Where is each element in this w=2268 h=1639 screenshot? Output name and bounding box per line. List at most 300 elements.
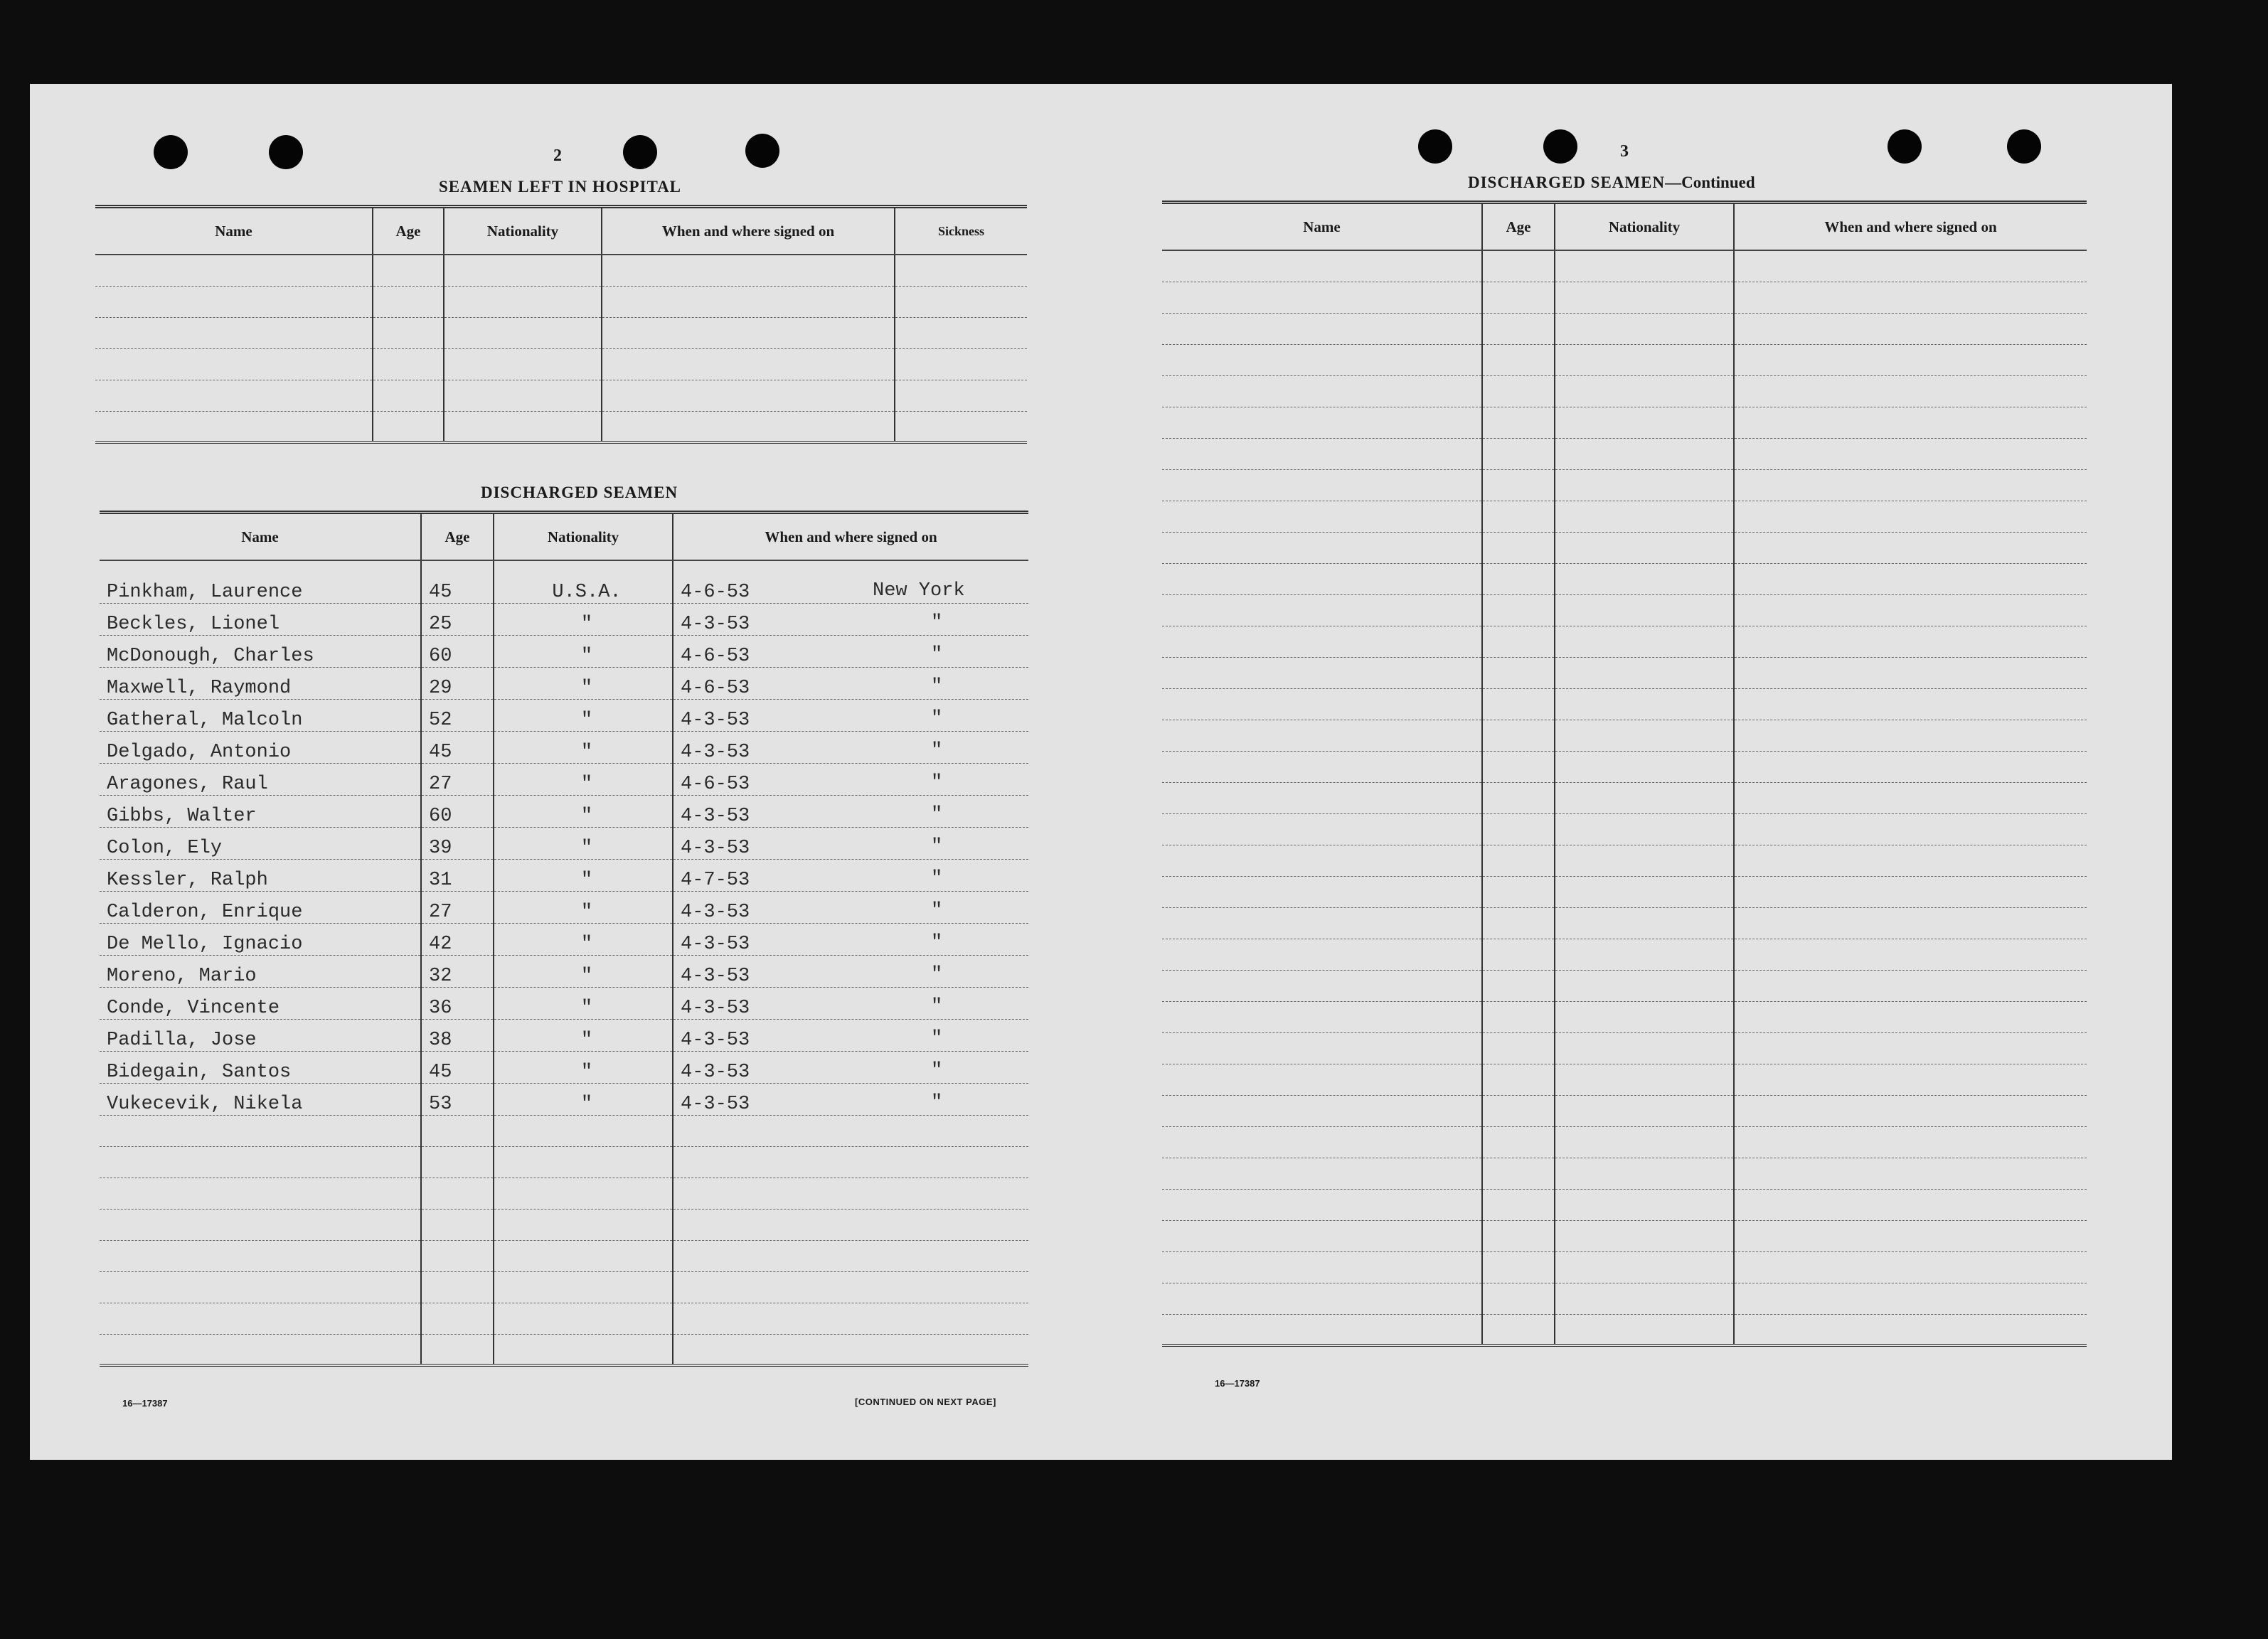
cell-name: [1162, 1095, 1482, 1126]
table-row: [1162, 375, 2087, 407]
cell-signed-on: [1734, 1220, 2087, 1251]
cell-name: [1162, 688, 1482, 720]
cell-name: [95, 286, 373, 317]
seaman-age: 60: [421, 635, 494, 667]
table-row: [1162, 407, 2087, 438]
seaman-age: 53: [421, 1083, 494, 1115]
table-row: [100, 699, 1028, 731]
cell-age: [421, 1334, 494, 1365]
punch-hole: [269, 135, 303, 169]
cell-signed-on: [673, 1115, 1028, 1146]
cell-nationality: [1555, 1283, 1734, 1314]
cell-name: [1162, 845, 1482, 876]
signed-on-place: ": [931, 995, 943, 1018]
cell-name: [1162, 313, 1482, 344]
cell-signed-on: [1734, 1314, 2087, 1345]
cell-age: [1482, 1001, 1555, 1032]
cell-nationality: [444, 286, 602, 317]
form-number: 16—17387: [1215, 1378, 1260, 1389]
cell-nationality: [1555, 1001, 1734, 1032]
cell-signed-on: [1734, 344, 2087, 375]
table-row: [1162, 1220, 2087, 1251]
signed-on-date: 4-3-53: [681, 805, 750, 827]
cell-nationality: [1555, 313, 1734, 344]
table-row: [1162, 282, 2087, 313]
seaman-age: 45: [421, 560, 494, 603]
cell-nationality: [1555, 438, 1734, 469]
section-title-discharged-continued: [1468, 173, 1755, 192]
cell-nationality: [1555, 407, 1734, 438]
seaman-nationality: ": [494, 1083, 673, 1115]
table-row: [95, 411, 1027, 442]
cell-signed-on: [673, 1303, 1028, 1334]
cell-nationality: [1555, 1251, 1734, 1283]
cell-age: [1482, 1314, 1555, 1345]
cell-signed-on: [1734, 375, 2087, 407]
cell-nationality: [1555, 657, 1734, 688]
cell-name: [1162, 501, 1482, 532]
seaman-signed-on: [673, 923, 1028, 955]
seaman-name: Vukecevik, Nikela: [100, 1083, 421, 1115]
seaman-nationality: ": [494, 1019, 673, 1051]
signed-on-date: 4-3-53: [681, 709, 750, 731]
seaman-name: Gibbs, Walter: [100, 795, 421, 827]
column-header-signed-on: When and where signed on: [602, 207, 895, 255]
table-row: [1162, 250, 2087, 282]
cell-nationality: [1555, 1189, 1734, 1220]
cell-signed-on: [1734, 532, 2087, 563]
seaman-age: 27: [421, 891, 494, 923]
cell-signed-on: [673, 1334, 1028, 1365]
signed-on-date: 4-3-53: [681, 933, 750, 955]
cell-signed-on: [673, 1146, 1028, 1178]
cell-signed-on: [602, 411, 895, 442]
cell-signed-on: [1734, 1189, 2087, 1220]
column-header-age: Age: [421, 513, 494, 561]
signed-on-place: New York: [873, 580, 965, 602]
cell-signed-on: [1734, 813, 2087, 845]
cell-nationality: [1555, 532, 1734, 563]
cell-signed-on: [673, 1209, 1028, 1240]
column-header-sickness: Sickness: [895, 207, 1027, 255]
signed-on-place: ": [931, 835, 943, 858]
seaman-nationality: ": [494, 699, 673, 731]
table-row: [100, 827, 1028, 859]
cell-name: [1162, 1220, 1482, 1251]
cell-age: [421, 1271, 494, 1303]
table-row: [100, 1115, 1028, 1146]
table-row: [1162, 501, 2087, 532]
cell-nationality: [1555, 563, 1734, 594]
column-header-signed-on: When and where signed on: [1734, 203, 2087, 251]
cell-nationality: [1555, 626, 1734, 657]
cell-age: [373, 380, 444, 411]
cell-name: [1162, 1126, 1482, 1158]
seaman-name: Maxwell, Raymond: [100, 667, 421, 699]
cell-signed-on: [602, 380, 895, 411]
table-row: [1162, 1001, 2087, 1032]
cell-age: [1482, 375, 1555, 407]
signed-on-place: ": [931, 899, 943, 922]
table-row: [95, 286, 1027, 317]
cell-age: [1482, 813, 1555, 845]
table-row: [1162, 594, 2087, 626]
signed-on-place: ": [931, 931, 943, 954]
cell-signed-on: [602, 317, 895, 348]
cell-name: [1162, 438, 1482, 469]
table-row: [1162, 469, 2087, 501]
cell-name: [1162, 626, 1482, 657]
seaman-name: Aragones, Raul: [100, 763, 421, 795]
seaman-name: De Mello, Ignacio: [100, 923, 421, 955]
table-row: [100, 603, 1028, 635]
cell-age: [1482, 1251, 1555, 1283]
seaman-age: 32: [421, 955, 494, 987]
table-row: [95, 348, 1027, 380]
title-main: DISCHARGED SEAMEN: [1468, 173, 1666, 191]
cell-name: [1162, 594, 1482, 626]
table-row: [1162, 344, 2087, 375]
punch-hole: [1418, 129, 1452, 164]
table-row: [95, 255, 1027, 286]
signed-on-place: ": [931, 1027, 943, 1050]
punch-hole: [154, 135, 188, 169]
signed-on-place: ": [931, 1091, 943, 1114]
cell-name: [1162, 1251, 1482, 1283]
form-number: 16—17387: [122, 1398, 168, 1409]
column-header-name: Name: [100, 513, 421, 561]
table-row: [1162, 907, 2087, 939]
table-row: [100, 1271, 1028, 1303]
table-row: [100, 891, 1028, 923]
cell-nationality: [1555, 876, 1734, 907]
seaman-name: Bidegain, Santos: [100, 1051, 421, 1083]
cell-nationality: [1555, 501, 1734, 532]
table-row: [100, 1240, 1028, 1271]
cell-age: [1482, 782, 1555, 813]
cell-age: [1482, 907, 1555, 939]
cell-age: [373, 255, 444, 286]
table-row: [1162, 1126, 2087, 1158]
cell-age: [1482, 407, 1555, 438]
table-row: [1162, 626, 2087, 657]
cell-signed-on: [602, 348, 895, 380]
cell-name: [1162, 563, 1482, 594]
cell-nationality: [1555, 1032, 1734, 1064]
cell-age: [1482, 438, 1555, 469]
seaman-nationality: ": [494, 667, 673, 699]
signed-on-date: 4-3-53: [681, 1061, 750, 1083]
cell-sickness: [895, 286, 1027, 317]
column-header-nationality: Nationality: [494, 513, 673, 561]
cell-age: [1482, 751, 1555, 782]
table-row: [100, 923, 1028, 955]
table-row: [1162, 782, 2087, 813]
page-number: 2: [553, 146, 562, 165]
signed-on-place: ": [931, 612, 943, 634]
seaman-signed-on: [673, 955, 1028, 987]
title-continued: —Continued: [1665, 173, 1755, 191]
table-row: [100, 795, 1028, 827]
seaman-name: Colon, Ely: [100, 827, 421, 859]
seaman-name: Conde, Vincente: [100, 987, 421, 1019]
cell-name: [100, 1178, 421, 1209]
cell-age: [421, 1146, 494, 1178]
seaman-signed-on: [673, 827, 1028, 859]
cell-signed-on: [673, 1178, 1028, 1209]
table-row: [100, 763, 1028, 795]
seaman-signed-on: [673, 1019, 1028, 1051]
cell-signed-on: [673, 1271, 1028, 1303]
cell-age: [1482, 1032, 1555, 1064]
seaman-nationality: ": [494, 1051, 673, 1083]
cell-name: [1162, 1001, 1482, 1032]
seaman-name: Beckles, Lionel: [100, 603, 421, 635]
cell-signed-on: [1734, 907, 2087, 939]
table-row: [100, 1303, 1028, 1334]
cell-age: [1482, 876, 1555, 907]
signed-on-date: 4-3-53: [681, 1029, 750, 1051]
table-row: [1162, 688, 2087, 720]
cell-age: [1482, 688, 1555, 720]
cell-name: [100, 1115, 421, 1146]
column-header-age: Age: [373, 207, 444, 255]
table-row: [1162, 876, 2087, 907]
cell-signed-on: [1734, 563, 2087, 594]
cell-age: [1482, 282, 1555, 313]
page-number: 3: [1620, 142, 1629, 161]
signed-on-place: ": [931, 1059, 943, 1082]
cell-nationality: [1555, 282, 1734, 313]
cell-nationality: [1555, 1220, 1734, 1251]
cell-nationality: [444, 348, 602, 380]
cell-sickness: [895, 317, 1027, 348]
seaman-signed-on: [673, 987, 1028, 1019]
table-row: [100, 731, 1028, 763]
cell-signed-on: [1734, 438, 2087, 469]
table-row: [1162, 845, 2087, 876]
cell-signed-on: [1734, 282, 2087, 313]
cell-nationality: [1555, 845, 1734, 876]
cell-nationality: [1555, 1314, 1734, 1345]
cell-signed-on: [1734, 1126, 2087, 1158]
cell-age: [1482, 1189, 1555, 1220]
cell-age: [373, 411, 444, 442]
cell-age: [1482, 344, 1555, 375]
seaman-signed-on: [673, 891, 1028, 923]
cell-name: [1162, 782, 1482, 813]
cell-age: [1482, 250, 1555, 282]
cell-name: [100, 1240, 421, 1271]
cell-age: [1482, 657, 1555, 688]
cell-nationality: [444, 317, 602, 348]
cell-nationality: [1555, 939, 1734, 970]
cell-age: [421, 1240, 494, 1271]
seaman-age: 39: [421, 827, 494, 859]
seaman-signed-on: [673, 731, 1028, 763]
cell-nationality: [494, 1209, 673, 1240]
cell-nationality: [1555, 970, 1734, 1001]
cell-age: [421, 1178, 494, 1209]
table-row: [100, 1083, 1028, 1115]
document-sheet: [30, 84, 2172, 1460]
cell-signed-on: [1734, 845, 2087, 876]
signed-on-place: ": [931, 740, 943, 762]
cell-name: [100, 1209, 421, 1240]
seaman-signed-on: [673, 1083, 1028, 1115]
cell-age: [1482, 501, 1555, 532]
table-row: [1162, 657, 2087, 688]
signed-on-place: ": [931, 963, 943, 986]
table-row: [95, 317, 1027, 348]
cell-age: [1482, 563, 1555, 594]
punch-hole: [745, 134, 779, 168]
cell-age: [421, 1303, 494, 1334]
seaman-signed-on: [673, 1051, 1028, 1083]
table-row: [1162, 970, 2087, 1001]
cell-name: [1162, 250, 1482, 282]
seaman-signed-on: [673, 635, 1028, 667]
cell-sickness: [895, 380, 1027, 411]
column-header-name: Name: [1162, 203, 1482, 251]
cell-signed-on: [1734, 876, 2087, 907]
signed-on-place: ": [931, 644, 943, 666]
seaman-signed-on: [673, 859, 1028, 891]
cell-nationality: [1555, 813, 1734, 845]
cell-signed-on: [1734, 469, 2087, 501]
cell-name: [1162, 813, 1482, 845]
table-row: [100, 859, 1028, 891]
signed-on-place: ": [931, 772, 943, 794]
cell-age: [1482, 1283, 1555, 1314]
cell-age: [1482, 1126, 1555, 1158]
seaman-age: 52: [421, 699, 494, 731]
seaman-signed-on: [673, 795, 1028, 827]
cell-signed-on: [1734, 501, 2087, 532]
discharged-table: [100, 511, 1028, 1367]
column-header-signed-on: When and where signed on: [673, 513, 1028, 561]
seaman-age: 45: [421, 1051, 494, 1083]
seaman-age: 29: [421, 667, 494, 699]
cell-signed-on: [1734, 1032, 2087, 1064]
table-row: [95, 380, 1027, 411]
seaman-age: 27: [421, 763, 494, 795]
continued-note: [CONTINUED ON NEXT PAGE]: [855, 1397, 996, 1407]
table-row: [100, 1051, 1028, 1083]
seaman-nationality: ": [494, 731, 673, 763]
cell-name: [1162, 876, 1482, 907]
seaman-name: Calderon, Enrique: [100, 891, 421, 923]
table-row: [1162, 751, 2087, 782]
column-header-nationality: Nationality: [444, 207, 602, 255]
cell-nationality: [494, 1178, 673, 1209]
cell-signed-on: [1734, 250, 2087, 282]
column-header-name: Name: [95, 207, 373, 255]
signed-on-date: 4-3-53: [681, 901, 750, 923]
cell-signed-on: [1734, 407, 2087, 438]
signed-on-date: 4-3-53: [681, 837, 750, 859]
seaman-signed-on: [673, 560, 1028, 603]
cell-name: [1162, 720, 1482, 751]
seaman-name: Kessler, Ralph: [100, 859, 421, 891]
signed-on-place: ": [931, 804, 943, 826]
signed-on-date: 4-7-53: [681, 869, 750, 891]
table-row: [100, 955, 1028, 987]
signed-on-date: 4-3-53: [681, 1093, 750, 1115]
signed-on-date: 4-6-53: [681, 581, 750, 603]
cell-name: [1162, 344, 1482, 375]
cell-nationality: [1555, 1095, 1734, 1126]
cell-nationality: [444, 255, 602, 286]
signed-on-date: 4-3-53: [681, 741, 750, 763]
signed-on-date: 4-3-53: [681, 965, 750, 987]
cell-name: [1162, 469, 1482, 501]
signed-on-date: 4-3-53: [681, 997, 750, 1019]
cell-signed-on: [1734, 720, 2087, 751]
cell-age: [1482, 532, 1555, 563]
cell-age: [373, 286, 444, 317]
cell-sickness: [895, 348, 1027, 380]
cell-name: [1162, 1283, 1482, 1314]
seaman-nationality: U.S.A.: [494, 560, 673, 603]
cell-signed-on: [1734, 939, 2087, 970]
cell-signed-on: [1734, 657, 2087, 688]
punch-hole: [2007, 129, 2041, 164]
table-row: [100, 560, 1028, 603]
seaman-nationality: ": [494, 987, 673, 1019]
table-row: [1162, 1158, 2087, 1189]
column-header-age: Age: [1482, 203, 1555, 251]
cell-nationality: [1555, 720, 1734, 751]
cell-name: [100, 1146, 421, 1178]
cell-nationality: [494, 1334, 673, 1365]
seaman-age: 38: [421, 1019, 494, 1051]
cell-age: [373, 317, 444, 348]
cell-nationality: [1555, 1126, 1734, 1158]
signed-on-date: 4-6-53: [681, 773, 750, 795]
cell-nationality: [1555, 1158, 1734, 1189]
punch-hole: [1888, 129, 1922, 164]
signed-on-place: ": [931, 676, 943, 698]
cell-name: [100, 1271, 421, 1303]
cell-nationality: [444, 380, 602, 411]
cell-age: [1482, 1095, 1555, 1126]
cell-name: [1162, 970, 1482, 1001]
seaman-nationality: ": [494, 763, 673, 795]
cell-nationality: [494, 1146, 673, 1178]
column-header-nationality: Nationality: [1555, 203, 1734, 251]
cell-signed-on: [673, 1240, 1028, 1271]
cell-name: [95, 380, 373, 411]
cell-nationality: [1555, 344, 1734, 375]
cell-nationality: [1555, 688, 1734, 720]
cell-signed-on: [1734, 1064, 2087, 1095]
seaman-age: 25: [421, 603, 494, 635]
seaman-nationality: ": [494, 795, 673, 827]
table-row: [1162, 1189, 2087, 1220]
table-row: [100, 1019, 1028, 1051]
signed-on-date: 4-6-53: [681, 645, 750, 667]
cell-age: [1482, 313, 1555, 344]
cell-name: [1162, 657, 1482, 688]
cell-name: [1162, 532, 1482, 563]
cell-nationality: [1555, 782, 1734, 813]
cell-name: [1162, 1158, 1482, 1189]
cell-age: [1482, 1064, 1555, 1095]
table-row: [1162, 563, 2087, 594]
table-row: [100, 1146, 1028, 1178]
cell-signed-on: [1734, 1283, 2087, 1314]
